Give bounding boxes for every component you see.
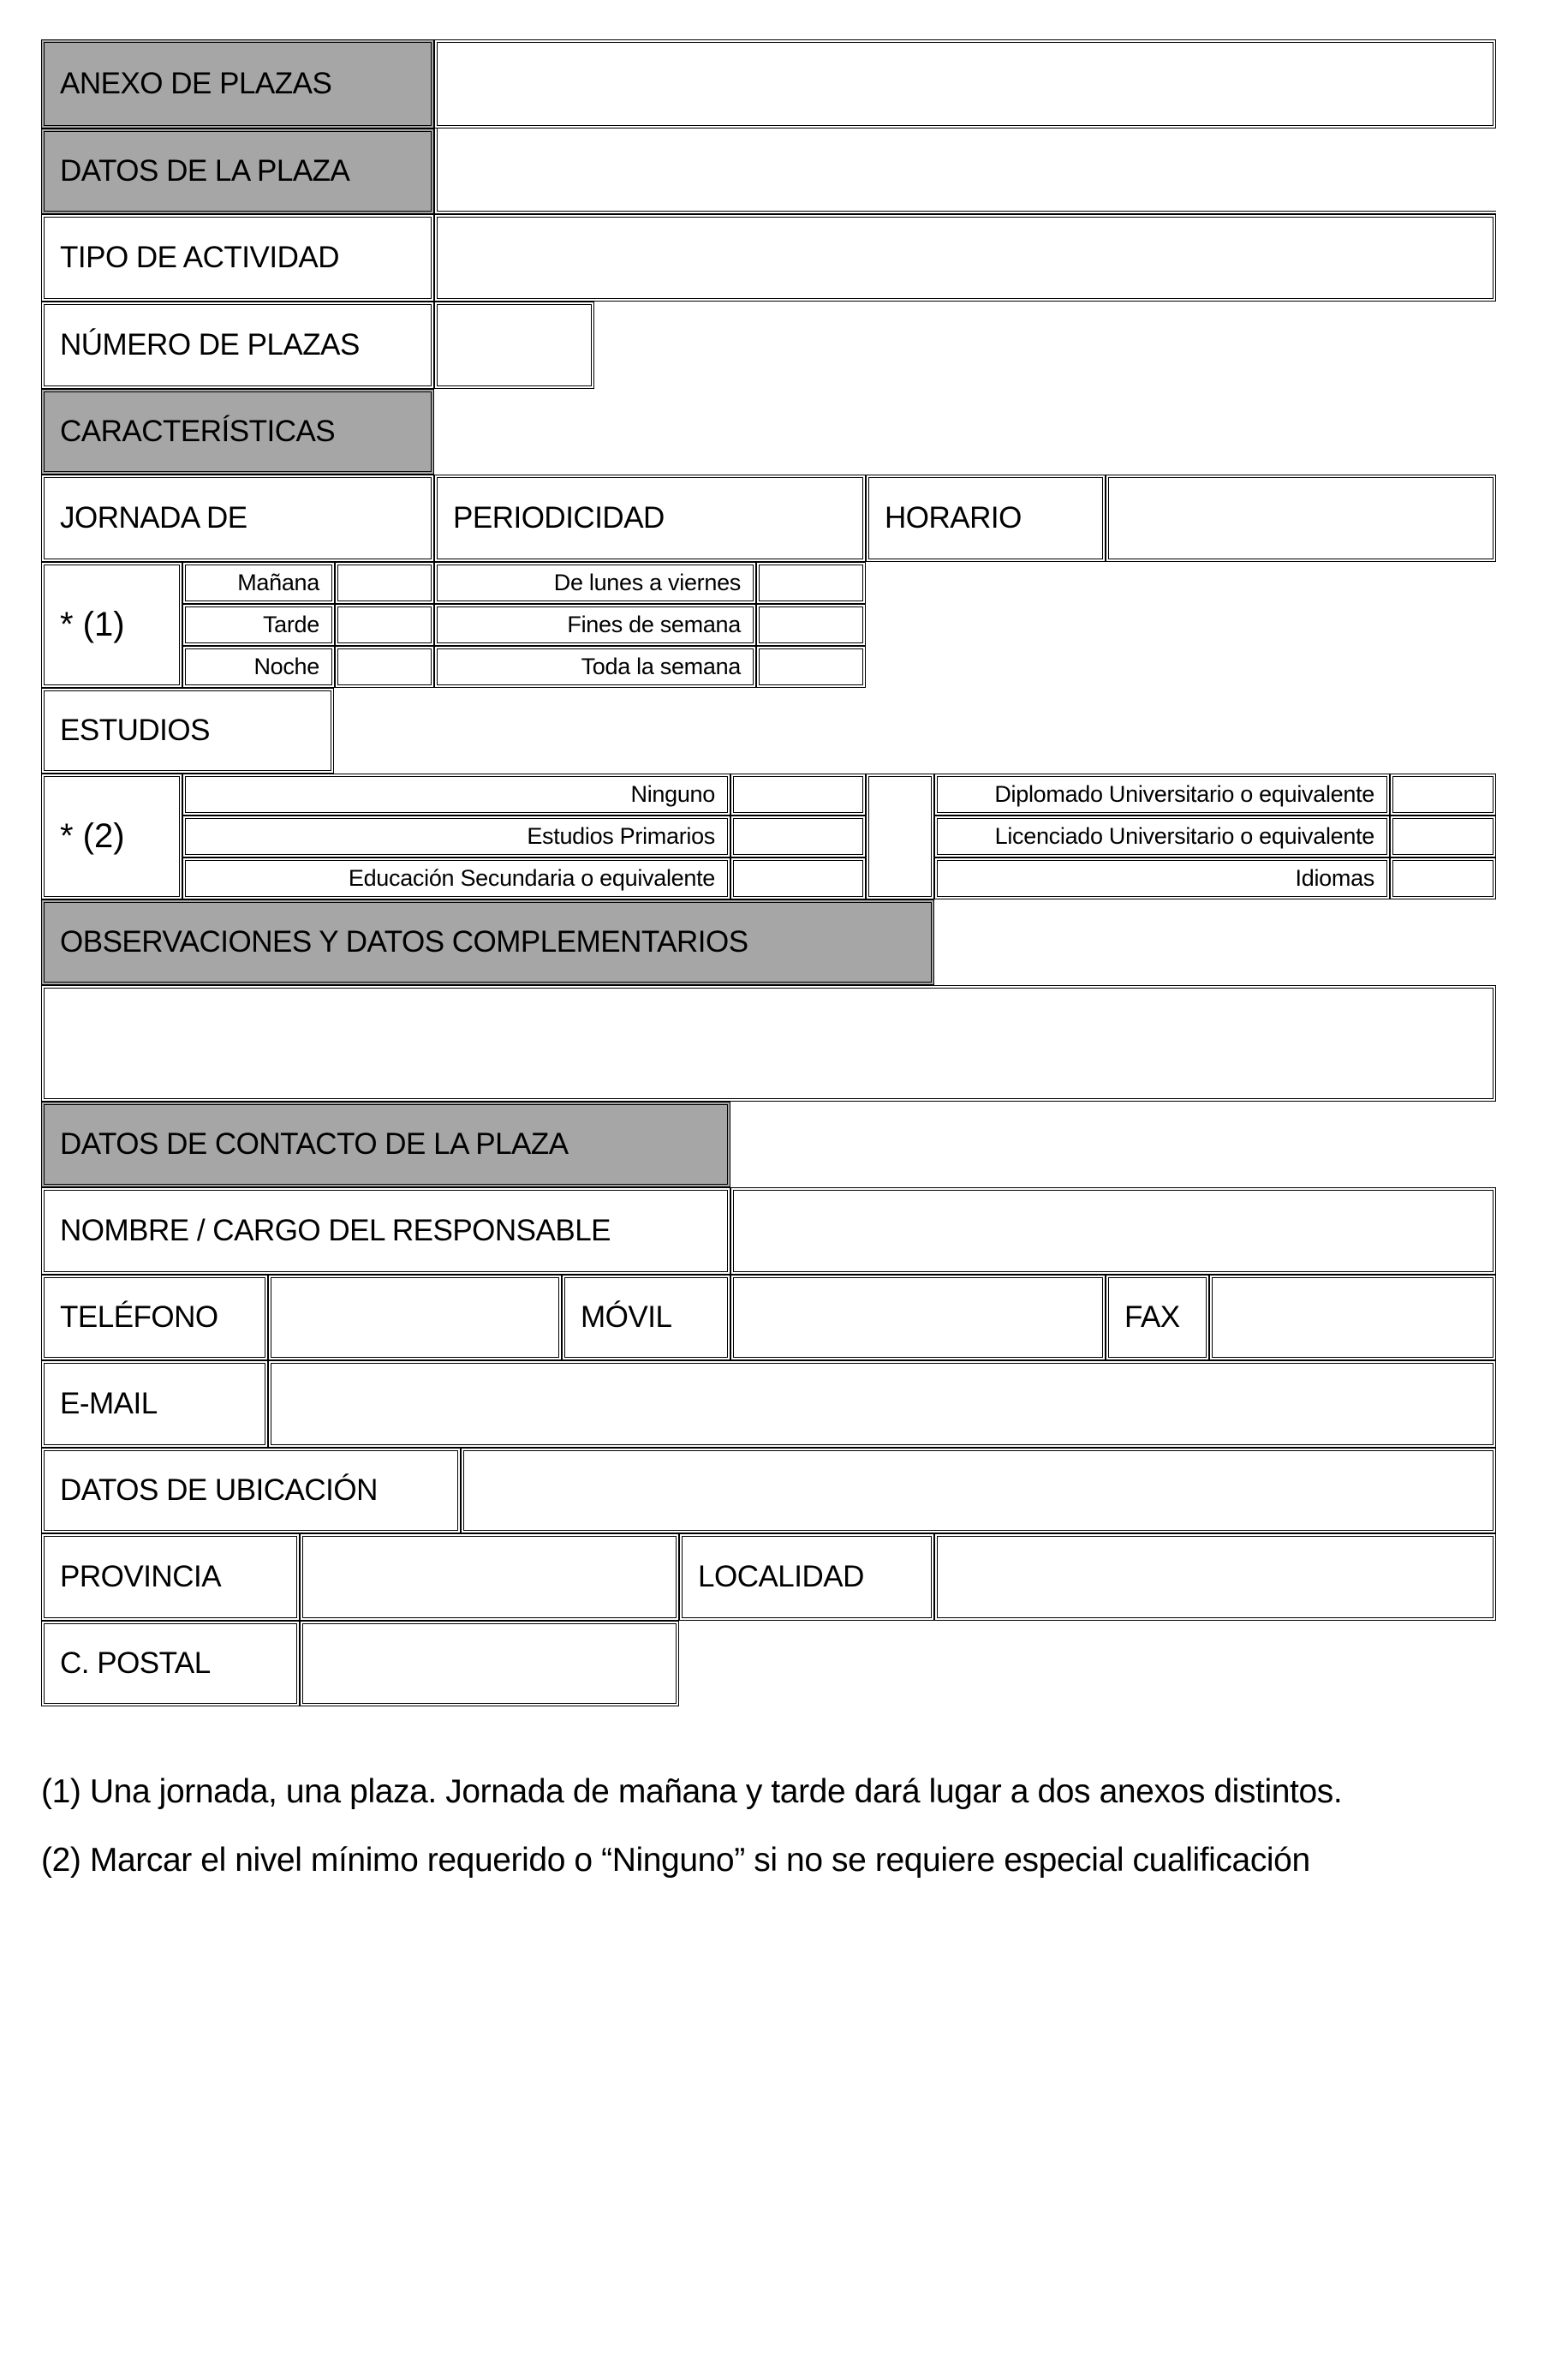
jornada-tarde-checkbox[interactable] [335, 604, 434, 646]
footnote-1: (1) Una jornada, una plaza. Jornada de mañana y tarde dará lugar a dos anexos distintos. [41, 1773, 1343, 1810]
numero-plazas-label: NÚMERO DE PLAZAS [41, 302, 434, 389]
estudios-option-licenciado: Licenciado Universitario o equivalente [934, 816, 1390, 857]
jornada-option-manana: Mañana [182, 562, 335, 604]
estudios-diplomado-checkbox[interactable] [1390, 774, 1496, 816]
estudios-option-primarios: Estudios Primarios [182, 816, 730, 857]
jornada-de-label: JORNADA DE [41, 475, 434, 562]
datos-plaza-spacer [434, 128, 1496, 214]
estudios-divider-cell [866, 774, 934, 899]
anexo-plazas-field[interactable] [434, 39, 1496, 128]
movil-label: MÓVIL [562, 1275, 730, 1360]
localidad-label: LOCALIDAD [679, 1533, 934, 1621]
periodicidad-label: PERIODICIDAD [434, 475, 866, 562]
contacto-header: DATOS DE CONTACTO DE LA PLAZA [41, 1102, 730, 1187]
jornada-option-noche: Noche [182, 646, 335, 688]
anexo-plazas-label: ANEXO DE PLAZAS [41, 39, 434, 128]
estudios-secundaria-checkbox[interactable] [730, 857, 866, 899]
nombre-cargo-label: NOMBRE / CARGO DEL RESPONSABLE [41, 1187, 730, 1275]
jornada-manana-checkbox[interactable] [335, 562, 434, 604]
fax-label: FAX [1106, 1275, 1209, 1360]
ubicacion-label: DATOS DE UBICACIÓN [41, 1448, 461, 1533]
estudios-ninguno-checkbox[interactable] [730, 774, 866, 816]
observaciones-header: OBSERVACIONES Y DATOS COMPLEMENTARIOS [41, 899, 934, 985]
estudios-primarios-checkbox[interactable] [730, 816, 866, 857]
ubicacion-field[interactable] [461, 1448, 1496, 1533]
email-label: E-MAIL [41, 1360, 268, 1448]
provincia-label: PROVINCIA [41, 1533, 300, 1621]
periodicidad-toda-semana-checkbox[interactable] [756, 646, 866, 688]
ref-1-label: * (1) [41, 562, 182, 688]
provincia-field[interactable] [300, 1533, 679, 1621]
estudios-label: ESTUDIOS [41, 688, 334, 774]
tipo-actividad-label: TIPO DE ACTIVIDAD [41, 214, 434, 302]
movil-field[interactable] [730, 1275, 1106, 1360]
estudios-option-diplomado: Diplomado Universitario o equivalente [934, 774, 1390, 816]
jornada-noche-checkbox[interactable] [335, 646, 434, 688]
estudios-idiomas-checkbox[interactable] [1390, 857, 1496, 899]
estudios-option-secundaria: Educación Secundaria o equivalente [182, 857, 730, 899]
estudios-licenciado-checkbox[interactable] [1390, 816, 1496, 857]
telefono-label: TELÉFONO [41, 1275, 268, 1360]
caracteristicas-header: CARACTERÍSTICAS [41, 389, 434, 475]
estudios-option-ninguno: Ninguno [182, 774, 730, 816]
horario-field[interactable] [1106, 475, 1496, 562]
localidad-field[interactable] [934, 1533, 1496, 1621]
nombre-cargo-field[interactable] [730, 1187, 1496, 1275]
periodicidad-lunes-viernes-checkbox[interactable] [756, 562, 866, 604]
tipo-actividad-field[interactable] [434, 214, 1496, 302]
observaciones-field[interactable] [41, 985, 1496, 1102]
jornada-option-tarde: Tarde [182, 604, 335, 646]
numero-plazas-field[interactable] [434, 302, 594, 389]
datos-plaza-header: DATOS DE LA PLAZA [41, 128, 434, 214]
horario-label: HORARIO [866, 475, 1106, 562]
cpostal-field[interactable] [300, 1621, 679, 1706]
periodicidad-fines-semana-checkbox[interactable] [756, 604, 866, 646]
telefono-field[interactable] [268, 1275, 562, 1360]
email-field[interactable] [268, 1360, 1496, 1448]
cpostal-label: C. POSTAL [41, 1621, 300, 1706]
ref-2-label: * (2) [41, 774, 182, 899]
estudios-option-idiomas: Idiomas [934, 857, 1390, 899]
periodicidad-option-toda-semana: Toda la semana [434, 646, 756, 688]
footnote-2: (2) Marcar el nivel mínimo requerido o “Ninguno” si no se requiere especial cualificación [41, 1842, 1310, 1879]
periodicidad-option-lunes-viernes: De lunes a viernes [434, 562, 756, 604]
fax-field[interactable] [1209, 1275, 1496, 1360]
periodicidad-option-fines-semana: Fines de semana [434, 604, 756, 646]
